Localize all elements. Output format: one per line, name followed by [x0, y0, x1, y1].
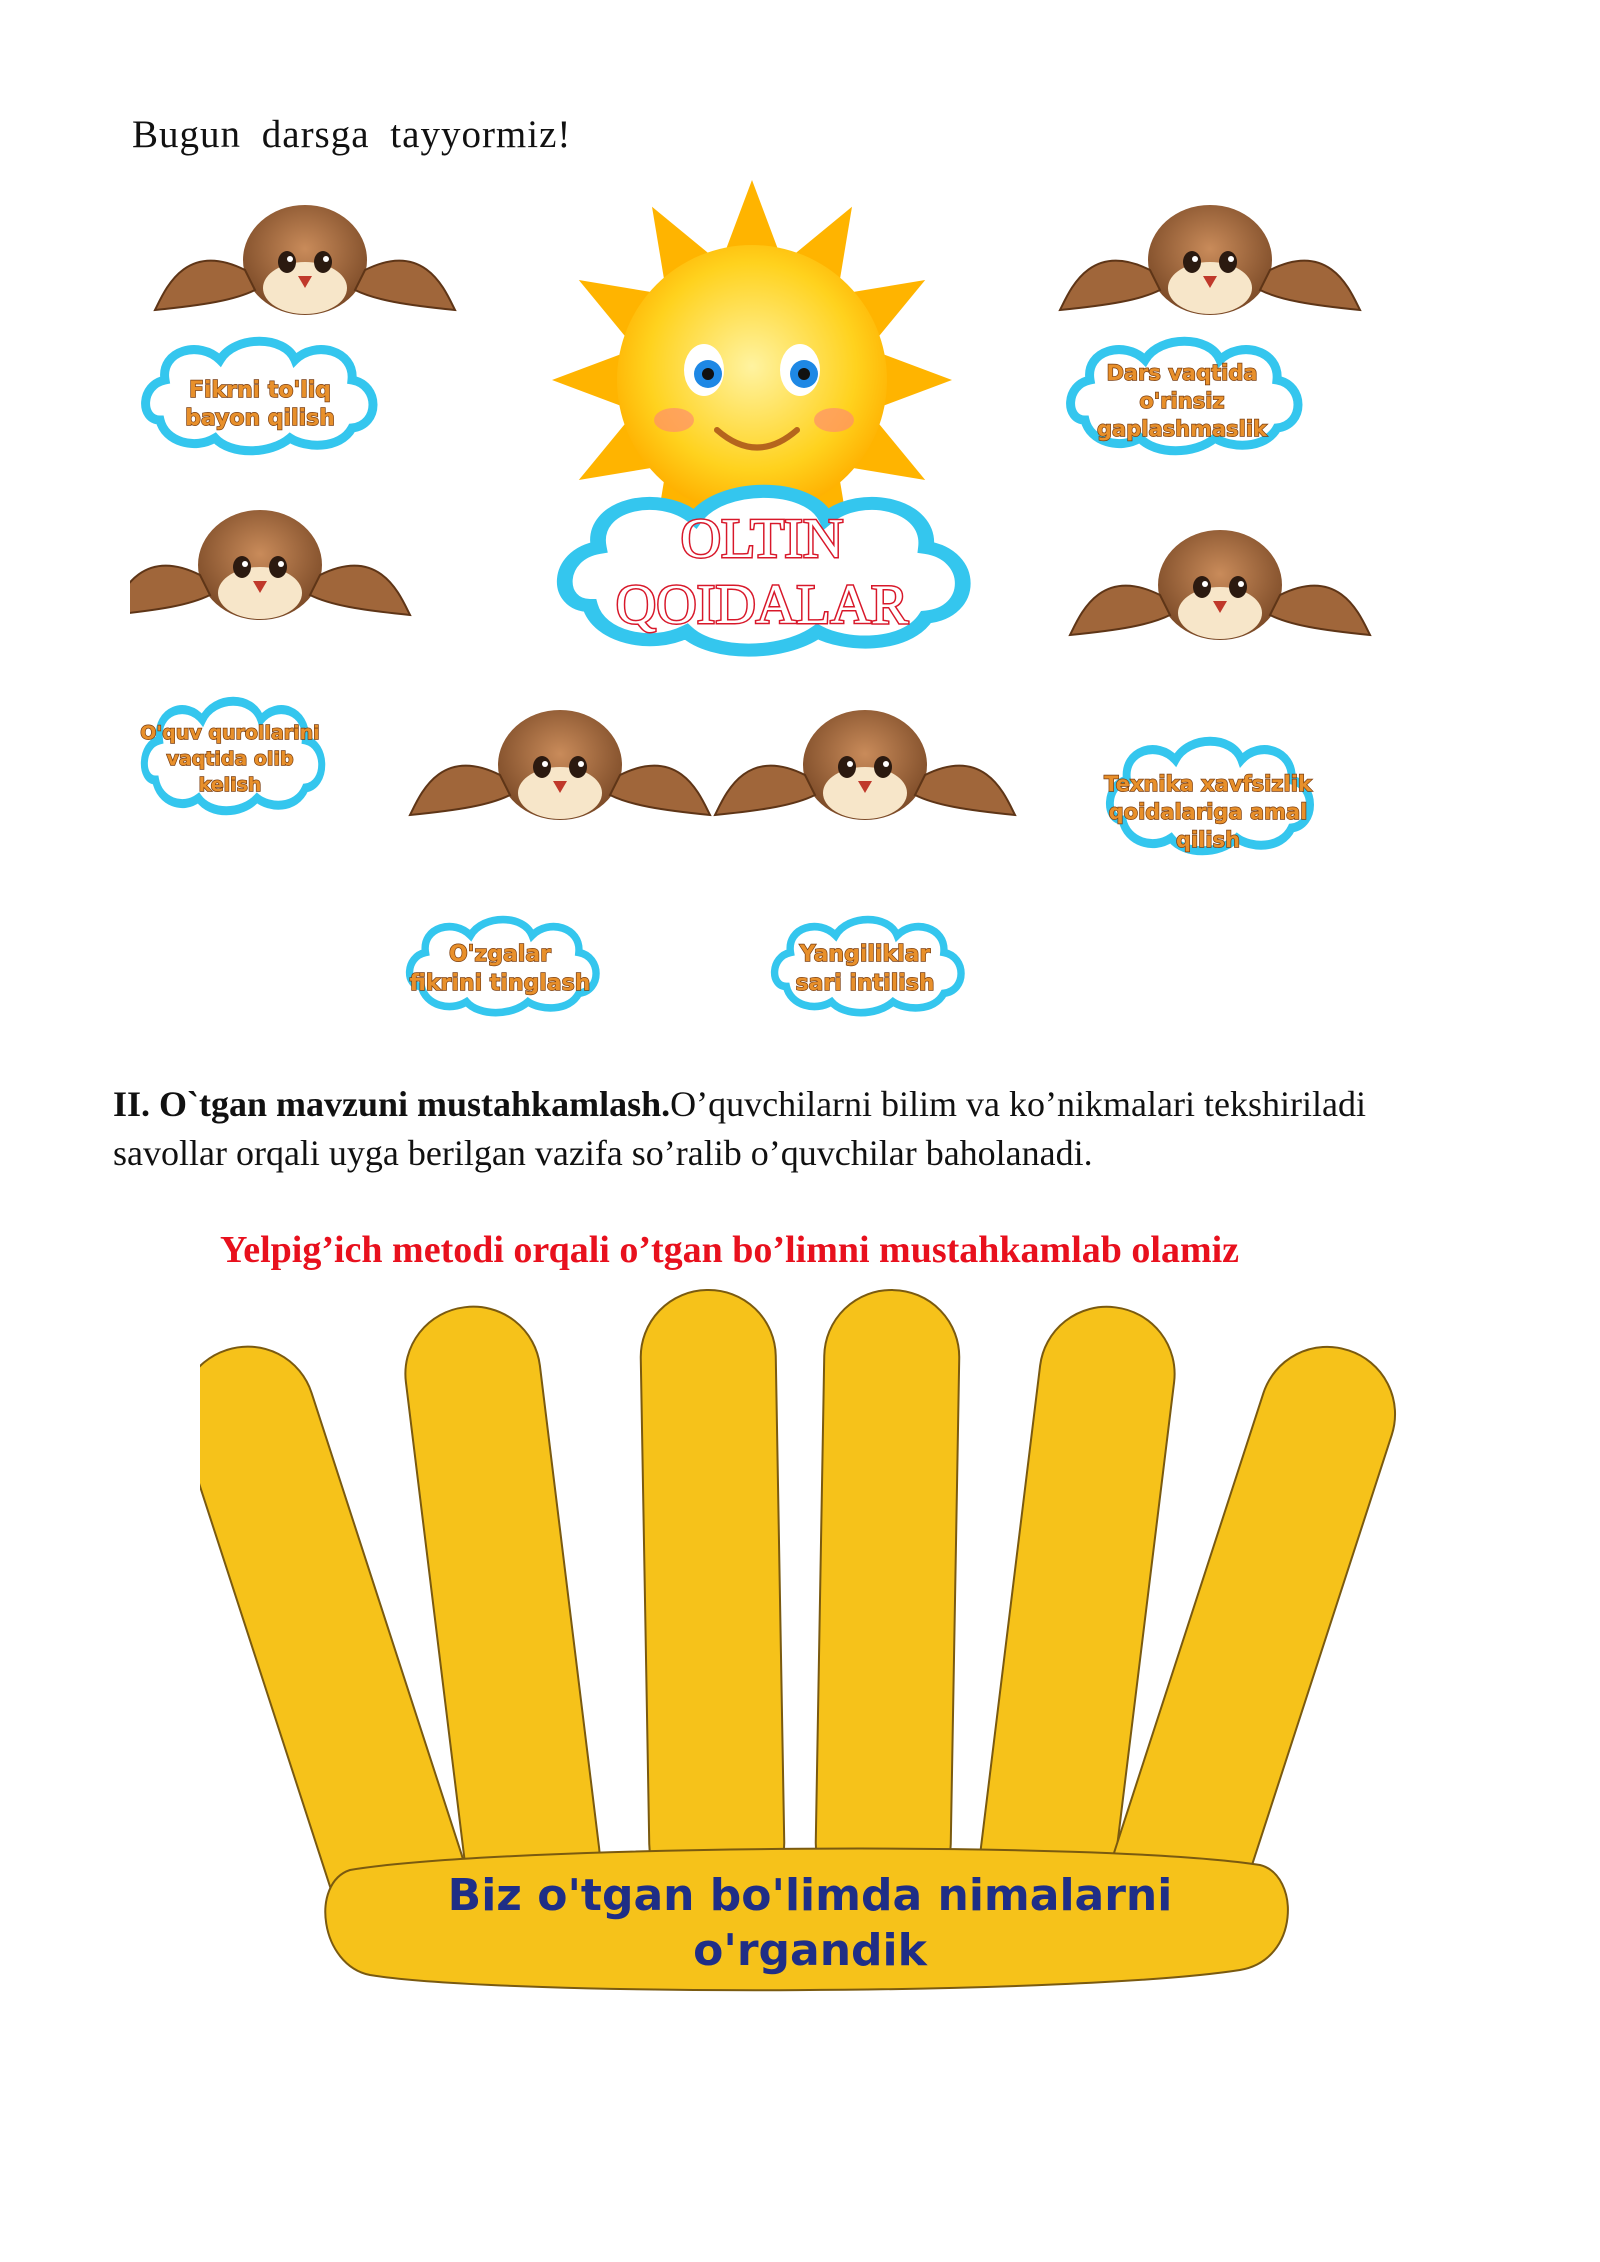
bird-icon	[1070, 530, 1370, 640]
rule-4-line-1: Texnika xavfsizlik	[1104, 772, 1312, 796]
rules-title-line1: OLTIN	[680, 508, 844, 570]
golden-rules-illustration	[130, 165, 1430, 1065]
rule-5-line-1: O'zgalar	[448, 942, 552, 967]
section-paragraph	[113, 1080, 1443, 1178]
rule-4-line-3: qilish	[1175, 828, 1241, 852]
method-line: Yelpig’ich metodi orqali o’tgan bo’limni mustahkamlab olamiz	[220, 1229, 1240, 1271]
section-heading: II. O`tgan mavzuni mustahkamlash.	[113, 1084, 671, 1124]
bird-icon	[410, 710, 710, 820]
fan-blade	[815, 1289, 961, 1911]
rule-6-line-1: Yangiliklar	[799, 942, 931, 967]
fan-text-line1: Biz o'tgan bo'limda nimalarni	[447, 1870, 1173, 1921]
rule-3-line-2: vaqtida olib	[166, 748, 294, 770]
bird-icon	[155, 205, 455, 315]
rule-2-line-2: o'rinsiz	[1139, 389, 1225, 413]
rule-3-line-1: O'quv qurollarini	[140, 722, 320, 744]
fan-blade	[640, 1289, 786, 1911]
rule-5-line-2: fikrini tinglash	[409, 971, 591, 996]
fan-illustration	[200, 1285, 1400, 2005]
rule-1-line-1: Fikrni to'liq	[188, 378, 332, 403]
rule-4-line-2: qoidalariga amal	[1108, 800, 1308, 824]
bird-icon	[1060, 205, 1360, 315]
rule-6-line-2: sari intilish	[795, 971, 935, 996]
rules-title-line2: QOIDALAR	[615, 574, 909, 636]
rule-1-line-2: bayon qilish	[185, 406, 335, 431]
greeting-text: Bugun darsga tayyormiz!	[132, 113, 572, 156]
rule-3-line-3: kelish	[198, 774, 262, 796]
rule-2-line-1: Dars vaqtida	[1106, 361, 1258, 385]
bird-icon	[130, 510, 410, 620]
rule-2-line-3: gaplashmaslik	[1097, 417, 1267, 441]
section-body: O’quvchilarni bilim va ko’nikmalari tekshiriladi savollar orqali uyga berilgan vazifa so’ralib o’quvchilar baholanadi.	[113, 1084, 1366, 1173]
bird-icon	[715, 710, 1015, 820]
fan-text-line2: o'rgandik	[693, 1925, 927, 1976]
